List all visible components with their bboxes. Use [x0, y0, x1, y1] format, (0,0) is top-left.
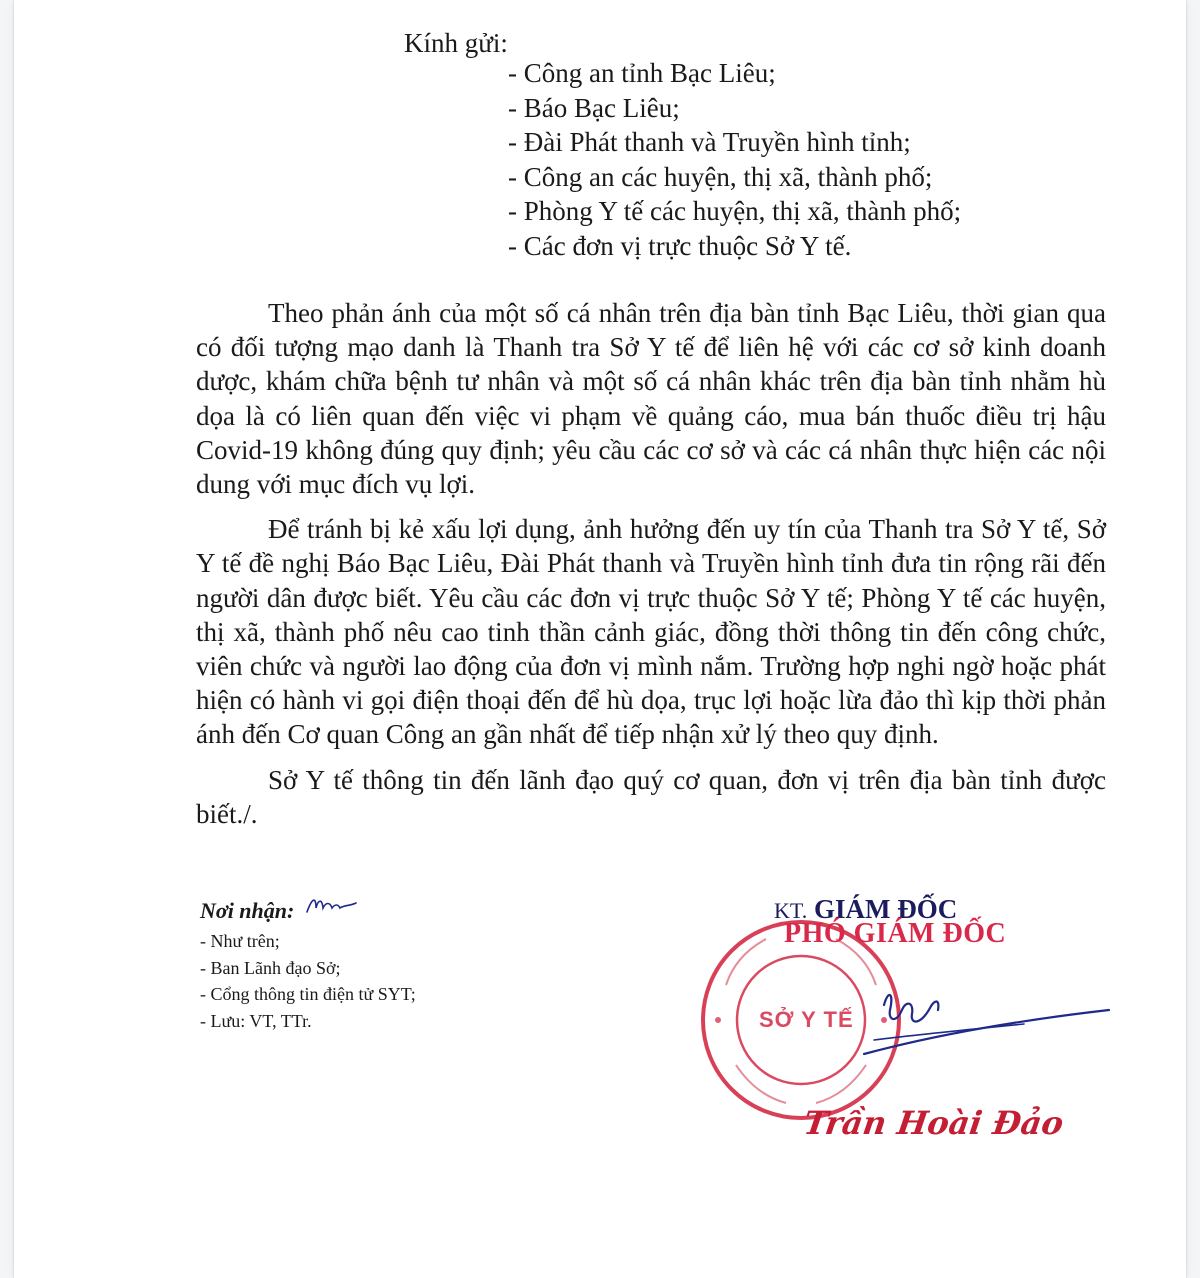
- body-paragraph: Để tránh bị kẻ xấu lợi dụng, ảnh hưởng đến uy tín của Thanh tra Sở Y tế, Sở Y tế đề nghị Báo Bạc Liêu, Đài Phát thanh và Truyền hình tỉnh đưa tin rộng rãi đến người dân được biết. Yêu cầu các đơn vị trực thuộc Sở Y tế; Phòng Y tế các huyện, thị xã, thành phố nêu cao tinh thần cảnh giác, đồng thời thông tin đến công chức, viên chức và người lao động của đơn vị mình nắm. Trường hợp nghi ngờ hoặc phát hiện có hành vi gọi điện thoại đến để hù dọa, trục lợi hoặc lừa đảo thì kịp thời phản ánh đến Cơ quan Công an gần nhất để tiếp nhận xử lý theo quy định.: [196, 514, 1106, 750]
- handwritten-signature: [854, 980, 1114, 1070]
- recipient-item: - Các đơn vị trực thuộc Sở Y tế.: [508, 230, 852, 261]
- recipient-item: - Phòng Y tế các huyện, thị xã, thành phố;: [508, 196, 962, 226]
- distribution-list: [200, 928, 416, 1034]
- initials-mark: [304, 894, 364, 918]
- body-paragraph: Sở Y tế thông tin đến lãnh đạo quý cơ quan, đơn vị trên địa bàn tỉnh được biết./.: [196, 764, 1106, 829]
- recipient-item: - Công an các huyện, thị xã, thành phố;: [508, 161, 933, 192]
- distribution-heading: Nơi nhận:: [200, 898, 295, 923]
- distribution-block: [200, 898, 416, 1034]
- salutation: Kính gửi:: [404, 28, 508, 58]
- document-page: [14, 0, 1186, 1278]
- body-paragraph: Theo phản ánh của một số cá nhân trên địa bàn tỉnh Bạc Liêu, thời gian qua có đối tượng mạo danh là Thanh tra Sở Y tế để liên hệ với các cơ sở kinh doanh dược, khám chữa bệnh tư nhân và một số cá nhân khác trên địa bàn tỉnh nhằm hù dọa là có liên quan đến việc vi phạm về quảng cáo, mua bán thuốc điều trị hậu Covid-19 không đúng quy định; yêu cầu các cơ sở và các cá nhân thực hiện các nội dung với mục đích vụ lợi.: [196, 298, 1106, 500]
- recipient-item: - Công an tỉnh Bạc Liêu;: [508, 58, 776, 88]
- signer-title: KT. GIÁM ĐỐC: [774, 894, 958, 924]
- recipient-item: - Đài Phát thanh và Truyền hình tỉnh;: [508, 127, 911, 157]
- distribution-item: - Cổng thông tin điện tử SYT;: [200, 984, 416, 1004]
- recipient-item: - Báo Bạc Liêu;: [508, 92, 680, 123]
- distribution-item: - Lưu: VT, TTr.: [200, 1010, 312, 1031]
- distribution-item: - Như trên;: [200, 931, 280, 951]
- recipient-list: [508, 56, 961, 263]
- svg-text:SỞ Y TẾ: SỞ Y TẾ: [759, 1007, 854, 1032]
- letter-body: [196, 296, 1106, 842]
- signer-subtitle: PHÓ GIÁM ĐỐC: [784, 918, 1007, 949]
- distribution-item: - Ban Lãnh đạo Sở;: [200, 957, 341, 978]
- signer-name: Trần Hoài Đảo: [801, 1104, 1066, 1142]
